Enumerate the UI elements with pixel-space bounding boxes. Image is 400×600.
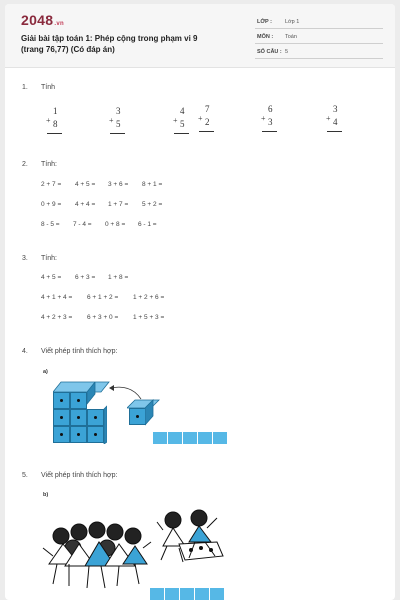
meta-value: 5 bbox=[285, 49, 289, 55]
vertical-addition bbox=[261, 104, 279, 134]
cube bbox=[53, 392, 70, 409]
plus-sign: + bbox=[173, 116, 178, 125]
logo-text: 2048 bbox=[21, 12, 54, 28]
addend-top: 1 bbox=[53, 106, 58, 116]
question-3-number: 3. bbox=[22, 255, 28, 262]
question-1-text: Tính bbox=[41, 84, 56, 91]
question-5-number: 5. bbox=[22, 472, 28, 479]
equation: 1 + 7 = bbox=[108, 201, 129, 208]
equation: 5 + 2 = bbox=[142, 201, 163, 208]
addend-top: 3 bbox=[116, 106, 121, 116]
single-cube-side bbox=[145, 398, 157, 428]
vertical-addition bbox=[109, 106, 127, 136]
question-5-text: Viết phép tính thích hợp: bbox=[41, 472, 118, 479]
addend-bottom: 4 bbox=[333, 117, 338, 127]
equation: 1 + 8 = bbox=[108, 274, 129, 281]
plus-sign: + bbox=[46, 116, 51, 125]
plus-sign: + bbox=[109, 116, 114, 125]
question-2-text: Tính: bbox=[41, 161, 57, 168]
cube bbox=[53, 409, 70, 426]
answer-box[interactable] bbox=[165, 588, 179, 600]
equation: 0 + 9 = bbox=[41, 201, 62, 208]
addend-top: 4 bbox=[180, 106, 185, 116]
equation: 8 + 1 = bbox=[142, 181, 163, 188]
cube bbox=[70, 409, 87, 426]
addend-top: 6 bbox=[268, 104, 273, 114]
plus-sign: + bbox=[261, 114, 266, 123]
logo-suffix: .vn bbox=[54, 21, 64, 27]
question-3-text: Tính: bbox=[41, 255, 57, 262]
meta-value: Lớp 1 bbox=[285, 19, 300, 25]
question-4-text: Viết phép tính thích hợp: bbox=[41, 348, 118, 355]
answer-box[interactable] bbox=[150, 588, 164, 600]
answer-box[interactable] bbox=[183, 432, 197, 444]
equation: 3 + 6 = bbox=[108, 181, 129, 188]
equation: 6 + 3 + 0 = bbox=[87, 314, 119, 321]
answer-box[interactable] bbox=[195, 588, 209, 600]
document-page bbox=[5, 4, 395, 600]
vertical-addition bbox=[173, 106, 191, 136]
addend-bottom: 5 bbox=[116, 119, 121, 129]
site-logo[interactable] bbox=[21, 12, 64, 28]
answer-box[interactable] bbox=[168, 432, 182, 444]
equation: 0 + 8 = bbox=[105, 221, 126, 228]
equation: 2 + 7 = bbox=[41, 181, 62, 188]
equation: 4 + 1 + 4 = bbox=[41, 294, 73, 301]
equation: 6 - 1 = bbox=[138, 221, 157, 228]
sub-label: b) bbox=[43, 492, 49, 498]
plus-sign: + bbox=[326, 114, 331, 123]
answer-box[interactable] bbox=[198, 432, 212, 444]
meta-label: SỐ CÂU : bbox=[257, 49, 282, 55]
cube bbox=[53, 426, 70, 443]
answer-box[interactable] bbox=[180, 588, 194, 600]
sum-line bbox=[327, 131, 342, 132]
answer-box[interactable] bbox=[213, 432, 227, 444]
equation: 6 + 3 = bbox=[75, 274, 96, 281]
sum-line bbox=[199, 131, 214, 132]
meta-grade bbox=[255, 16, 383, 29]
plus-sign: + bbox=[198, 114, 203, 123]
equation: 1 + 5 + 3 = bbox=[133, 314, 165, 321]
vertical-addition bbox=[46, 106, 64, 136]
question-2-number: 2. bbox=[22, 161, 28, 168]
document-header bbox=[5, 4, 395, 68]
addend-bottom: 5 bbox=[180, 119, 185, 129]
addend-bottom: 3 bbox=[268, 117, 273, 127]
cube bbox=[70, 426, 87, 443]
sum-line bbox=[174, 133, 189, 134]
equation: 1 + 2 + 6 = bbox=[133, 294, 165, 301]
answer-box[interactable] bbox=[153, 432, 167, 444]
answer-box[interactable] bbox=[210, 588, 224, 600]
meta-question-count bbox=[255, 46, 383, 59]
equation: 6 + 1 + 2 = bbox=[87, 294, 119, 301]
children-illustration bbox=[39, 504, 229, 592]
meta-label: LỚP : bbox=[257, 19, 272, 25]
sum-line bbox=[47, 133, 62, 134]
addend-top: 7 bbox=[205, 104, 210, 114]
document-title: Giải bài tập toán 1: Phép cộng trong phạm vi 9 (trang 76,77) (Có đáp án) bbox=[21, 34, 198, 54]
equation: 7 - 4 = bbox=[73, 221, 92, 228]
sub-label: a) bbox=[43, 369, 48, 375]
cube bbox=[70, 392, 87, 409]
vertical-addition bbox=[198, 104, 216, 134]
vertical-addition bbox=[326, 104, 344, 134]
equation: 4 + 5 = bbox=[75, 181, 96, 188]
addend-bottom: 8 bbox=[53, 119, 58, 129]
question-1-number: 1. bbox=[22, 84, 28, 91]
meta-label: MÔN : bbox=[257, 34, 274, 40]
sum-line bbox=[262, 131, 277, 132]
single-cube bbox=[129, 408, 146, 425]
equation: 4 + 2 + 3 = bbox=[41, 314, 73, 321]
equation: 4 + 4 = bbox=[75, 201, 96, 208]
equation: 8 - 5 = bbox=[41, 221, 60, 228]
question-4-number: 4. bbox=[22, 348, 28, 355]
equation: 4 + 5 = bbox=[41, 274, 62, 281]
addend-bottom: 2 bbox=[205, 117, 210, 127]
move-arrow-icon bbox=[105, 382, 145, 402]
meta-subject bbox=[255, 31, 383, 44]
addend-top: 3 bbox=[333, 104, 338, 114]
meta-value: Toán bbox=[285, 34, 297, 40]
sum-line bbox=[110, 133, 125, 134]
cube-side bbox=[87, 382, 107, 444]
